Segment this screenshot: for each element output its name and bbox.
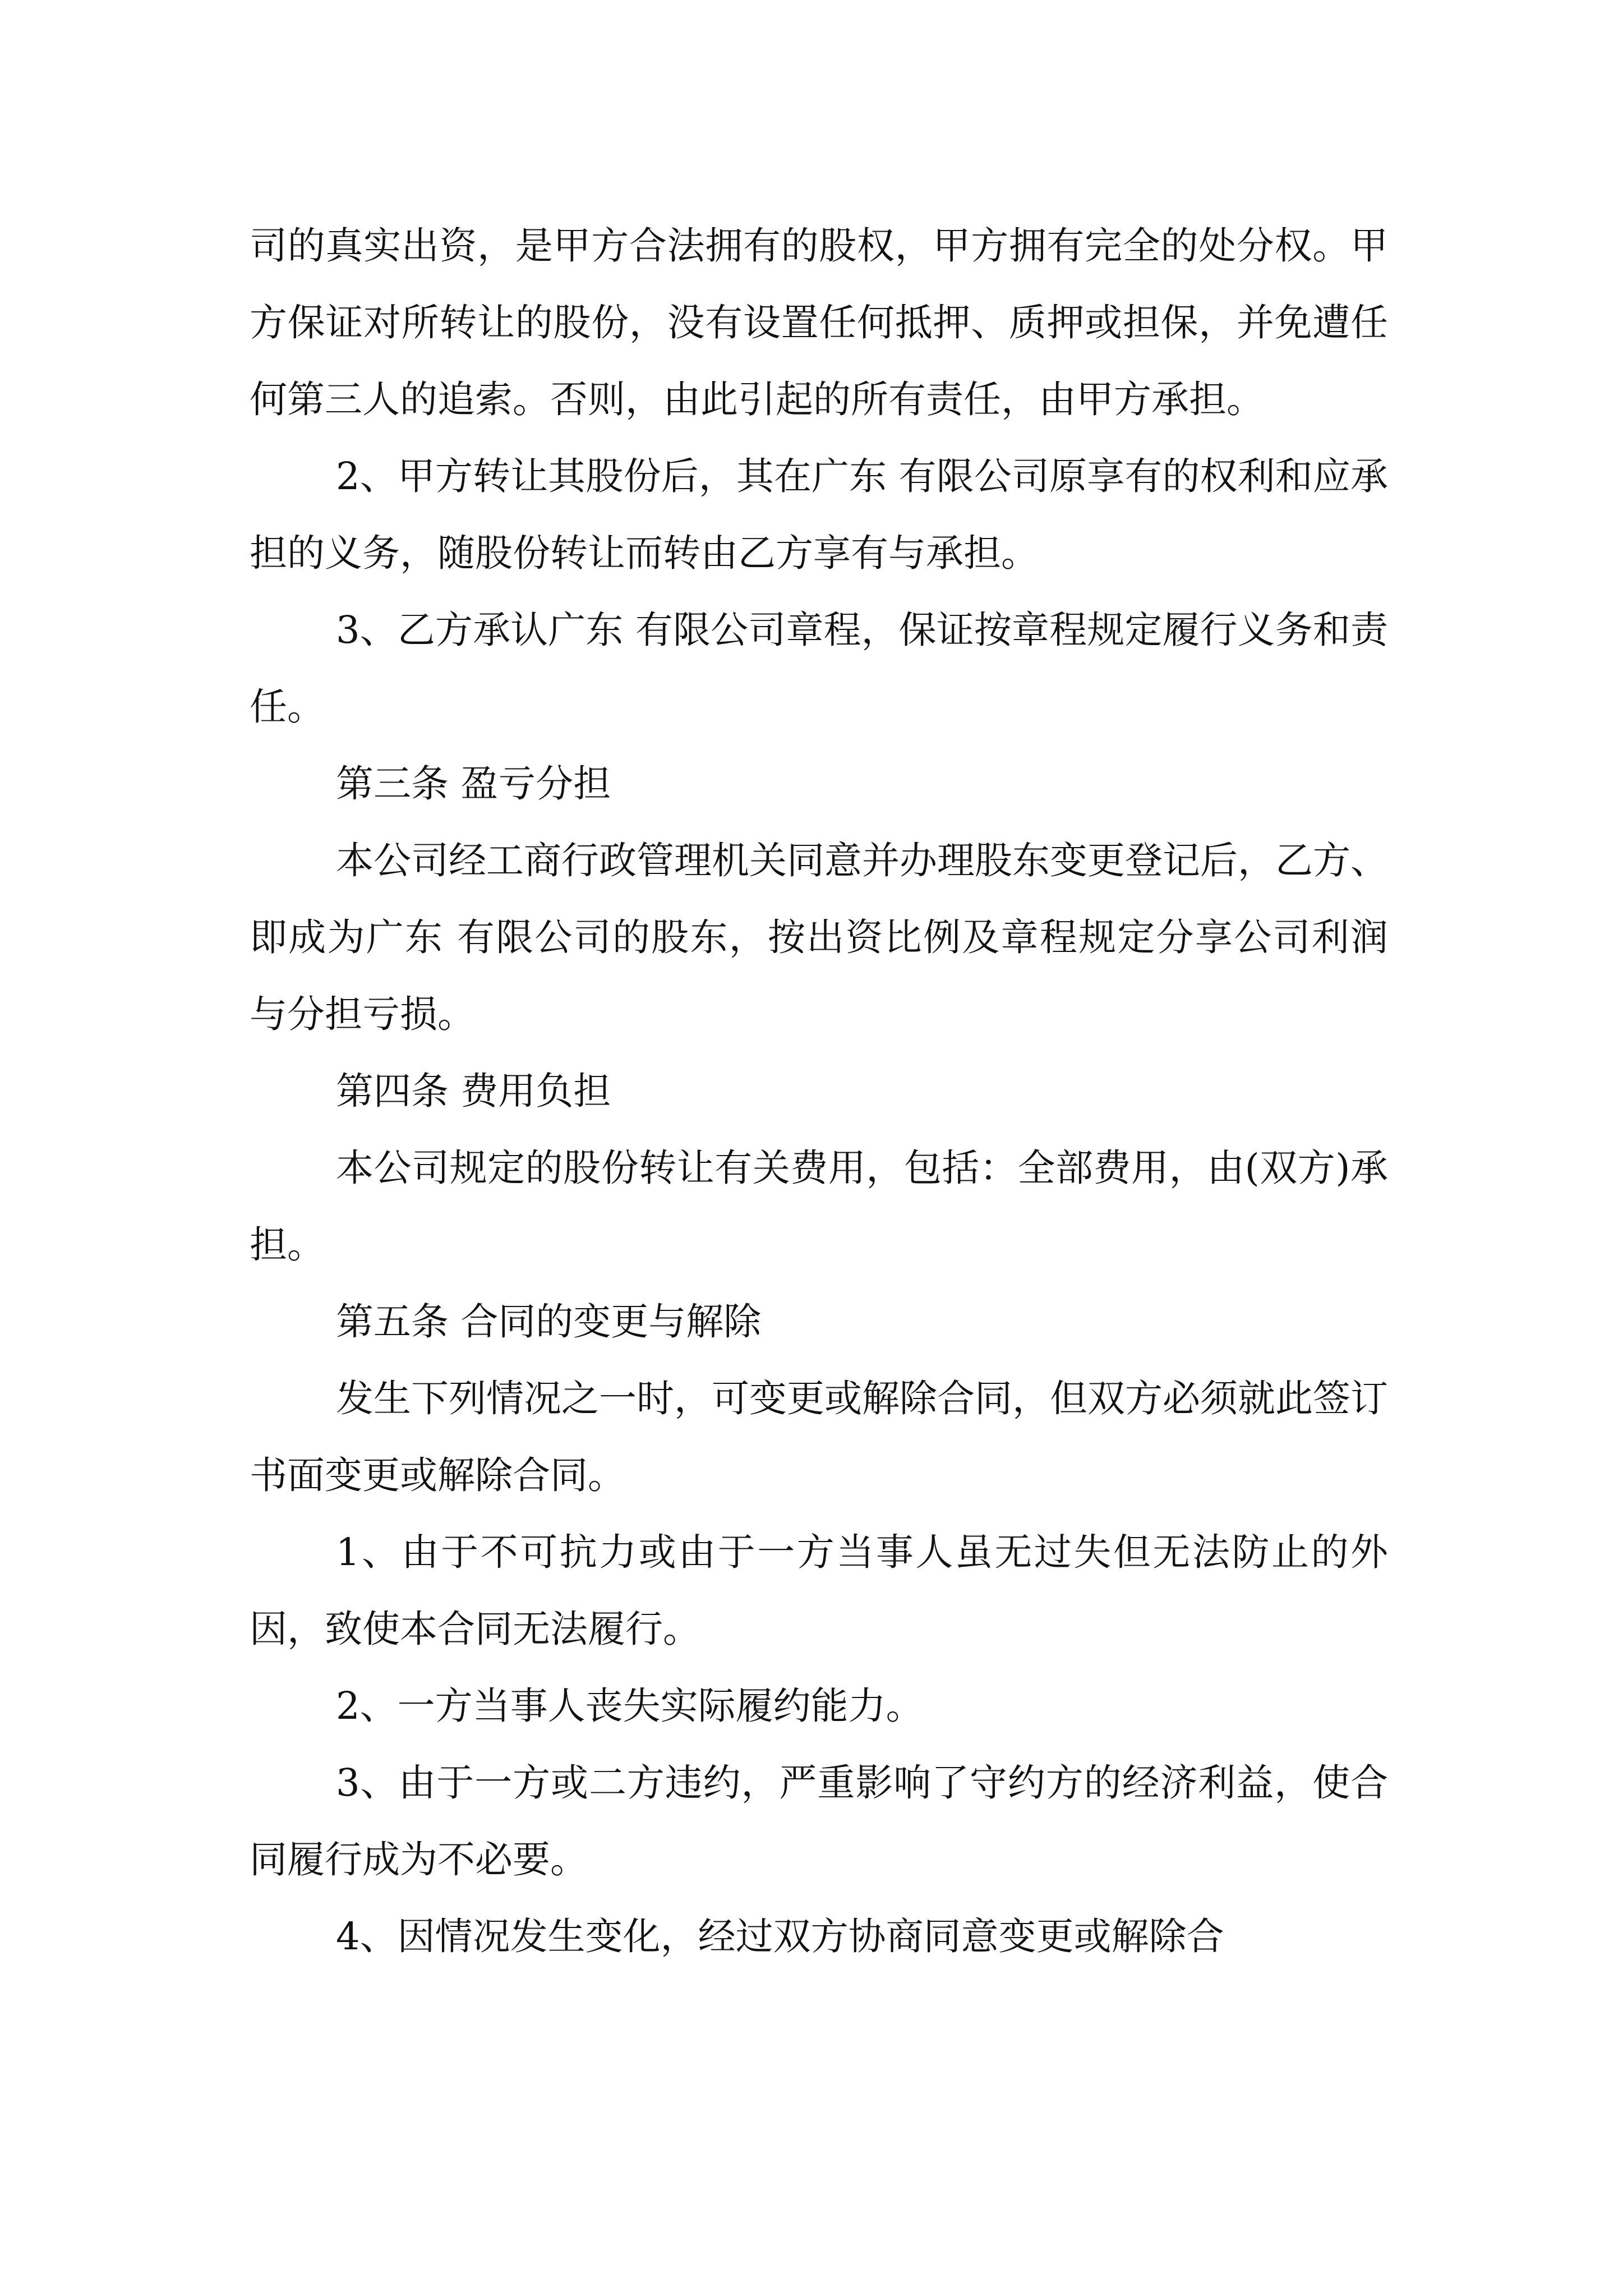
heading-article-3: 第三条 盈亏分担 <box>336 762 611 806</box>
paragraph-clause-2-rights-obligations: 2、甲方转让其股份后，其在广东 有限公司原享有的权利和应承担的义务，随股份转让而转由乙方享有与承担。 <box>250 454 1388 575</box>
heading-article-5: 第五条 合同的变更与解除 <box>336 1300 762 1343</box>
paragraph-article-5-item-2: 2、一方当事人丧失实际履约能力。 <box>336 1684 924 1728</box>
paragraph-clause-3-articles-of-association: 3、乙方承认广东 有限公司章程，保证按章程规定履行义务和责任。 <box>250 608 1388 729</box>
heading-article-4: 第四条 费用负担 <box>336 1069 611 1113</box>
paragraph-transferred-equity-ownership: 司的真实出资，是甲方合法拥有的股权，甲方拥有完全的处分权。甲方保证对所转让的股份，没有设置任何抵押、质押或担保，并免遭任何第三人的追索。否则，由此引起的所有责任，由甲方承担。 <box>250 224 1388 421</box>
paragraph-article-5-item-1: 1、由于不可抗力或由于一方当事人虽无过失但无法防止的外因，致使本合同无法履行。 <box>250 1530 1388 1651</box>
paragraph-article-3-body: 本公司经工商行政管理机关同意并办理股东变更登记后，乙方、即成为广东 有限公司的股东，按出资比例及章程规定分享公司利润与分担亏损。 <box>250 839 1388 1036</box>
paragraph-article-4-body: 本公司规定的股份转让有关费用，包括：全部费用，由(双方)承担。 <box>250 1146 1388 1267</box>
document-page <box>250 208 1388 1975</box>
paragraph-article-5-intro: 发生下列情况之一时，可变更或解除合同，但双方必须就此签订书面变更或解除合同。 <box>250 1377 1388 1497</box>
paragraph-article-5-item-3: 3、由于一方或二方违约，严重影响了守约方的经济利益，使合同履行成为不必要。 <box>250 1761 1388 1881</box>
paragraph-article-5-item-4: 4、因情况发生变化，经过双方协商同意变更或解除合 <box>336 1915 1224 1958</box>
